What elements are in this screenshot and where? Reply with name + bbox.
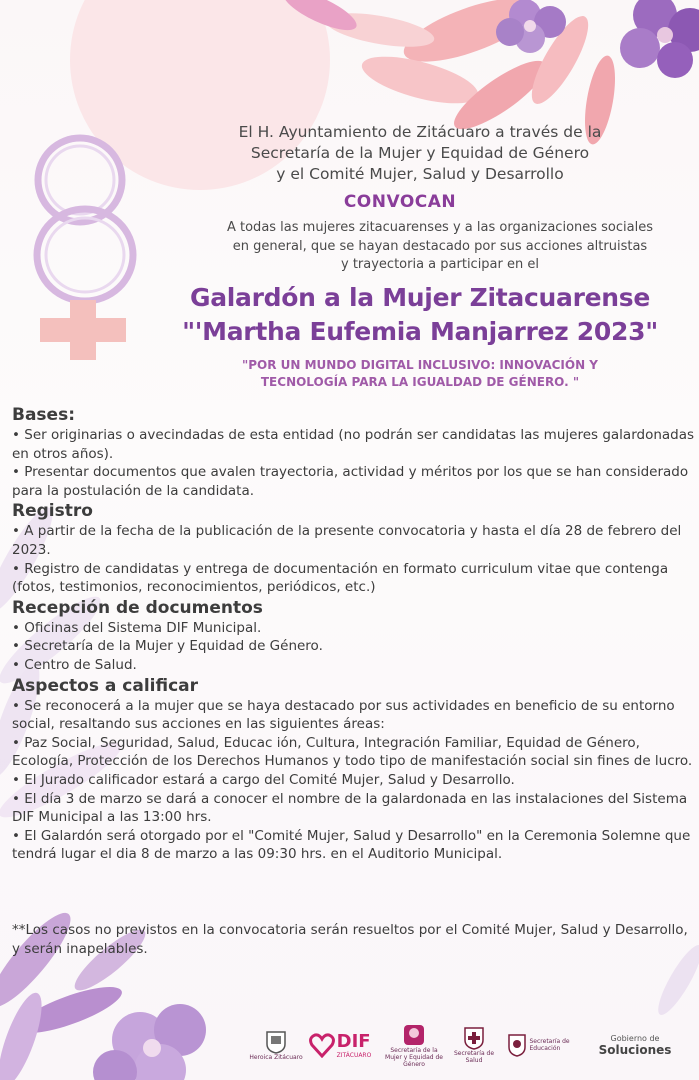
- section-title: Bases:: [12, 405, 75, 425]
- footnote: **Los casos no previstos en la convocatoria serán resueltos por el Comité Mujer, Salud y Desarrollo, y serán inapelables.: [12, 922, 688, 957]
- section-item: • El Jurado calificador estará a cargo del Comité Mujer, Salud y Desarrollo.: [12, 771, 515, 788]
- number-eight-venus-icon: [37, 138, 133, 360]
- section-item: • Se reconocerá a la mujer que se haya destacado por sus actividades en beneficio de su entorno social, resaltando sus acciones en las siguientes áreas:: [12, 697, 675, 733]
- convocan-heading: CONVOCAN: [343, 192, 457, 212]
- secretaria-salud-logo: [450, 1020, 498, 1070]
- crest-icon: [265, 1030, 287, 1054]
- dif-sub: ZITÁCUARO: [336, 1052, 372, 1059]
- dif-logo: [304, 1020, 376, 1070]
- invitation-paragraph: [175, 219, 699, 275]
- section-item: • El día 3 de marzo se dará a conocer el nombre de la galardonada en las instalaciones del Sistema DIF Municipal a las 13:00 hrs.: [12, 790, 688, 826]
- section-item: • Oficinas del Sistema DIF Municipal.: [12, 619, 262, 636]
- section-item: • Secretaría de la Mujer y Equidad de Género.: [12, 638, 323, 655]
- section-item: • Presentar documentos que avalen trayectoria, actividad y méritos por los que se han considerado para la postulación de la candidata.: [12, 464, 689, 499]
- award-subtitle: "'Martha Eufemia Manjarrez 2023": [182, 317, 658, 346]
- section-item: • Registro de candidatas y entrega de documentación en formato curriculum vitae que contenga (fotos, testimonios, reconocimientos, periódicos, etc.): [12, 560, 669, 596]
- section-item: • A partir de la fecha de la publicación de la presente convocatoria y hasta el día 28 de febrero del 2023.: [12, 523, 682, 558]
- intro-text: [150, 122, 690, 185]
- gobierno-small-text: Gobierno de: [610, 1033, 660, 1043]
- slogan-line: TECNOLOGÍA PARA LA IGUALDAD DE GÉNERO. ": [260, 375, 580, 389]
- dif-text: DIF: [336, 1031, 371, 1052]
- section-registro: [12, 500, 696, 596]
- salud-crest-icon: [463, 1026, 485, 1050]
- educacion-crest-icon: [507, 1033, 527, 1057]
- heroica-zitacuaro-logo: [250, 1020, 302, 1070]
- paragraph-line: y trayectoria a participar en el: [341, 257, 539, 272]
- mujer-crest-icon: [402, 1023, 426, 1047]
- section-title: Aspectos a calificar: [12, 675, 199, 696]
- intro-line: Secretaría de la Mujer y Equidad de Género: [250, 144, 590, 162]
- educacion-label: Secretaría de Educación: [529, 1038, 570, 1052]
- slogan-text: [200, 357, 640, 391]
- section-item: • Centro de Salud.: [12, 656, 137, 673]
- section-item: • Ser originarias o avecindadas de esta entidad (no podrán ser candidatas las mujeres galardonadas en otros años).: [12, 427, 695, 462]
- secretaria-mujer-logo: [382, 1020, 446, 1070]
- section-item: • Paz Social, Seguridad, Salud, Educac ión, Cultura, Integración Familiar, Equidad de Género, Ecología, Protección de los Derechos Humanos y todo tipo de manifestación social sin fines de lucro.: [12, 734, 693, 770]
- purple-flower-top-right: [620, 0, 699, 78]
- salud-label: Secretaría de Salud: [453, 1050, 495, 1064]
- slogan-line: "POR UN MUNDO DIGITAL INCLUSIVO: INNOVACIÓN Y: [241, 358, 598, 372]
- section-recepcion: [12, 597, 696, 675]
- section-item: • El Galardón será otorgado por el "Comité Mujer, Salud y Desarrollo" en la Ceremonia Solemne que tendrá lugar el dia 8 de marzo a las 09:30 hrs. en el Auditorio Municipal.: [12, 827, 691, 863]
- section-title: Registro: [12, 501, 93, 522]
- section-bases: [12, 404, 696, 500]
- bases-body: [12, 404, 696, 864]
- paragraph-line: A todas las mujeres zitacuarenses y a las organizaciones sociales: [226, 220, 653, 235]
- mujer-label: Secretaría de la Mujer y Equidad de Género: [385, 1046, 443, 1068]
- heart-icon: [309, 1032, 335, 1058]
- purple-flower-bottom: [93, 1004, 206, 1080]
- section-aspectos: [12, 675, 696, 864]
- heroica-label: Heroica Zitácuaro: [249, 1053, 303, 1061]
- secretaria-educacion-logo: [504, 1020, 582, 1070]
- sponsor-logos: [250, 1020, 699, 1070]
- gobierno-soluciones-logo: [590, 1020, 680, 1070]
- dif-wordmark: [337, 1031, 372, 1059]
- paragraph-line: en general, que se hayan destacado por sus acciones altruistas: [232, 238, 648, 254]
- gobierno-big-text: Soluciones: [598, 1042, 672, 1057]
- section-title: Recepción de documentos: [12, 597, 263, 618]
- award-title: Galardón a la Mujer Zitacuarense: [189, 283, 650, 312]
- intro-line: y el Comité Mujer, Salud y Desarrollo: [276, 165, 564, 183]
- intro-line: El H. Ayuntamiento de Zitácuaro a través de la: [238, 123, 602, 141]
